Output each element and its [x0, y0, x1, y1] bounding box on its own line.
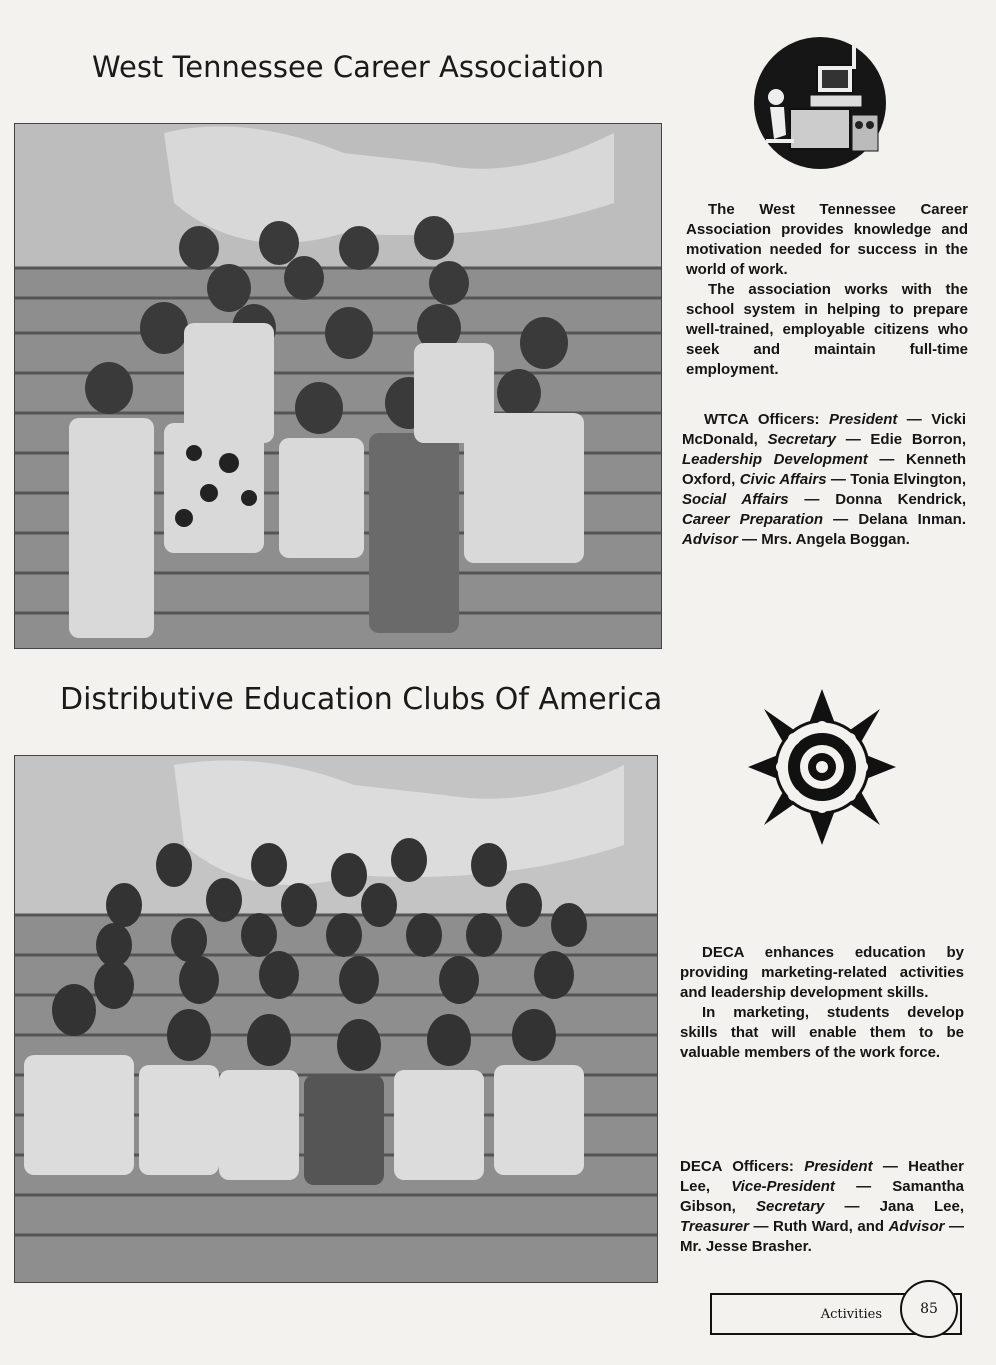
officer-name: Mr. Jesse Brasher — [680, 1238, 808, 1255]
wtca-title: West Tennessee Career Association — [92, 50, 605, 84]
officer-name: Vicki McDonald — [682, 411, 966, 448]
wtca-description — [686, 200, 968, 380]
officer-role: Career Preparation — [682, 511, 824, 528]
deca-group-photo — [14, 755, 658, 1283]
page-number: 85 — [920, 1301, 938, 1317]
wtca-group-photo — [14, 123, 662, 649]
officer-role: Advisor — [888, 1218, 945, 1235]
officer-role: President — [804, 1158, 873, 1175]
officer-role: Advisor — [682, 531, 738, 548]
officer-role: Social Affairs — [682, 491, 789, 508]
deca-officers: DECA Officers: President — Heather Lee, Vice-President — Samantha Gibson, Secretary — Jana Lee, Treasurer — Ruth Ward, and Advisor — Mr. Jesse Brasher. — [680, 1158, 964, 1255]
officer-name: Edie Borron — [870, 431, 962, 448]
deca-description-paragraph: DECA enhances education by providing marketing-related activities and leadership development skills. — [680, 944, 964, 1001]
officer-role: Civic Affairs — [739, 471, 827, 488]
wtca-officers: WTCA Officers: President — Vicki McDonald, Secretary — Edie Borron, Leadership Development — Kenneth Oxford, Civic Affairs — Tonia Elvington, Social Affairs — Donna Kendrick, Career Preparation — Delana Inman. Advisor — Mrs. Angela Boggan. — [682, 411, 966, 548]
deca-description-paragraph: In marketing, students develop skills that will enable them to be valuable members of the work force. — [680, 1004, 964, 1061]
computer-workstation-icon — [752, 35, 888, 171]
officers-heading: DECA Officers: — [680, 1158, 794, 1175]
officer-role: Treasurer — [680, 1218, 749, 1235]
officer-role: Leadership Development — [682, 451, 868, 468]
officer-name: Kenneth Oxford — [682, 451, 966, 488]
wtca-description-paragraph: The association works with the school system in helping to prepare well-trained, employable citizens who seek and maintain full-time employment. — [686, 281, 968, 378]
officer-name: Jana Lee — [879, 1198, 960, 1215]
officer-role: Vice-President — [731, 1178, 835, 1195]
officer-name: Heather Lee — [680, 1158, 964, 1195]
wtca-description-paragraph: The West Tennessee Career Association provides knowledge and motivation needed for success in the world of work. — [686, 201, 968, 278]
deca-diamond-emblem-icon — [748, 688, 896, 846]
officer-role: President — [829, 411, 898, 428]
officer-role: Secretary — [767, 431, 836, 448]
page-number-circle — [900, 1280, 958, 1338]
officer-name: Delana Inman — [858, 511, 962, 528]
officer-name: Tonia Elvington — [850, 471, 962, 488]
officer-name: Mrs. Angela Boggan — [761, 531, 906, 548]
deca-description — [680, 943, 964, 1063]
officer-name: Ruth Ward — [773, 1218, 849, 1235]
officers-heading: WTCA Officers: — [704, 411, 820, 428]
deca-title: Distributive Education Clubs Of America — [60, 682, 663, 717]
officer-name: Samantha Gibson — [680, 1178, 964, 1215]
officer-name: Donna Kendrick — [835, 491, 962, 508]
officer-role: Secretary — [755, 1198, 825, 1215]
footer-section-label: Activities — [820, 1307, 882, 1322]
